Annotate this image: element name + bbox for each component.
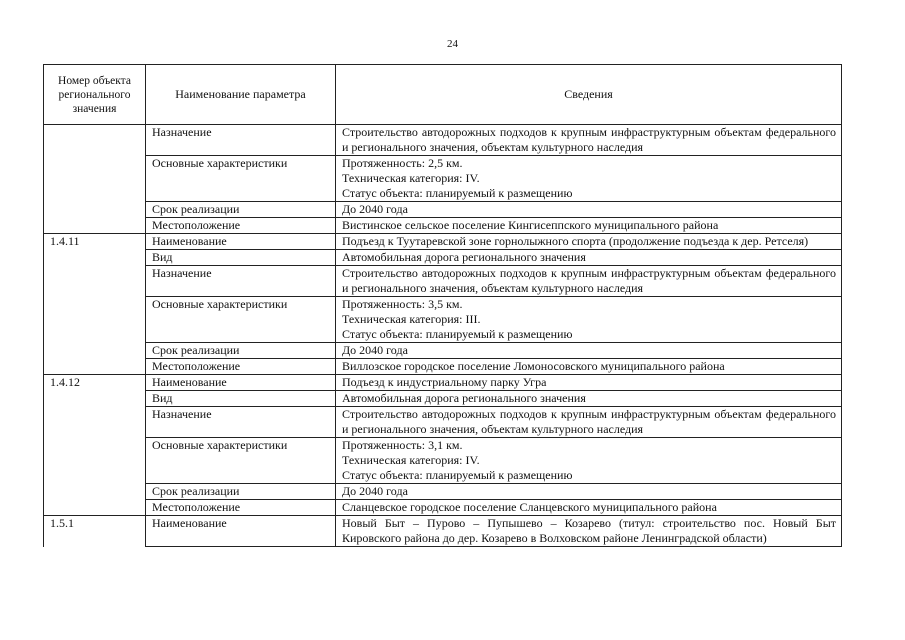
table-row [44,343,842,359]
table-row [44,202,842,218]
parameters-table [43,64,842,547]
object-number-cell: 1.5.1 [44,516,146,547]
page-number: 24 [447,38,458,50]
table-body [44,125,842,547]
details-cell: Строительство автодорожных подходов к крупным инфраструктурным объектам федерального и регионального значения, объектам культурного наследия [336,266,842,297]
parameter-name-cell: Срок реализации [146,343,336,359]
details-cell: Автомобильная дорога регионального значения [336,250,842,266]
parameter-name-cell: Срок реализации [146,484,336,500]
table-row [44,500,842,516]
table-row [44,484,842,500]
details-line: Протяженность: 3,1 км. [342,438,463,452]
details-line: Статус объекта: планируемый к размещению [342,186,573,200]
object-number-cell [44,202,146,218]
table-row [44,156,842,202]
parameter-name-cell: Наименование [146,375,336,391]
object-number-cell [44,297,146,343]
object-number-cell [44,438,146,484]
parameter-name-cell: Вид [146,250,336,266]
parameter-name-cell: Основные характеристики [146,438,336,484]
parameter-name-cell: Основные характеристики [146,297,336,343]
details-line: Техническая категория: IV. [342,453,480,467]
object-number-cell [44,391,146,407]
header-parameter-name: Наименование параметра [146,65,336,125]
parameter-name-cell: Назначение [146,125,336,156]
details-cell [336,156,842,202]
object-number-cell [44,218,146,234]
parameter-name-cell: Срок реализации [146,202,336,218]
details-line: Статус объекта: планируемый к размещению [342,327,573,341]
details-line: Техническая категория: III. [342,312,481,326]
object-number-cell [44,484,146,500]
table-row [44,234,842,250]
parameter-name-cell: Местоположение [146,500,336,516]
table-row [44,218,842,234]
object-number-cell: 1.4.11 [44,234,146,250]
table-row [44,359,842,375]
details-line: Протяженность: 3,5 км. [342,297,463,311]
table-row [44,250,842,266]
parameter-name-cell: Назначение [146,266,336,297]
table-header-row [44,65,842,125]
details-cell: Сланцевское городское поселение Сланцевского муниципального района [336,500,842,516]
details-cell: Подъезд к индустриальному парку Угра [336,375,842,391]
object-number-cell: 1.4.12 [44,375,146,391]
parameter-name-cell: Назначение [146,407,336,438]
details-cell [336,297,842,343]
details-cell: Строительство автодорожных подходов к крупным инфраструктурным объектам федерального и регионального значения, объектам культурного наследия [336,125,842,156]
object-number-cell [44,407,146,438]
object-number-cell [44,359,146,375]
details-line: Статус объекта: планируемый к размещению [342,468,573,482]
object-number-cell [44,156,146,202]
details-cell: Автомобильная дорога регионального значения [336,391,842,407]
parameter-name-cell: Основные характеристики [146,156,336,202]
details-line: Протяженность: 2,5 км. [342,156,463,170]
details-cell: Новый Быт – Пурово – Пупышево – Козарево (титул: строительство пос. Новый Быт Кировского района до дер. Козарево в Волховском районе Ленинградской области) [336,516,842,547]
details-cell: Вистинское сельское поселение Кингисеппского муниципального района [336,218,842,234]
parameter-name-cell: Вид [146,391,336,407]
table-row [44,125,842,156]
details-cell: До 2040 года [336,202,842,218]
table-row [44,516,842,547]
parameter-name-cell: Местоположение [146,218,336,234]
object-number-cell [44,343,146,359]
header-details: Сведения [336,65,842,125]
table-row [44,391,842,407]
details-cell: До 2040 года [336,484,842,500]
details-cell: Виллозское городское поселение Ломоносовского муниципального района [336,359,842,375]
details-cell [336,438,842,484]
header-object-number: Номер объекта регионального значения [44,65,146,125]
details-line: Техническая категория: IV. [342,171,480,185]
parameter-name-cell: Наименование [146,234,336,250]
table-row [44,407,842,438]
object-number-cell [44,250,146,266]
details-cell: Подъезд к Туутаревской зоне горнолыжного спорта (продолжение подъезда к дер. Ретселя) [336,234,842,250]
details-cell: Строительство автодорожных подходов к крупным инфраструктурным объектам федерального и регионального значения, объектам культурного наследия [336,407,842,438]
table-row [44,266,842,297]
object-number-cell [44,266,146,297]
table-row [44,297,842,343]
parameter-name-cell: Местоположение [146,359,336,375]
parameter-name-cell: Наименование [146,516,336,547]
object-number-cell [44,125,146,156]
details-cell: До 2040 года [336,343,842,359]
object-number-cell [44,500,146,516]
table-row [44,438,842,484]
table-row [44,375,842,391]
